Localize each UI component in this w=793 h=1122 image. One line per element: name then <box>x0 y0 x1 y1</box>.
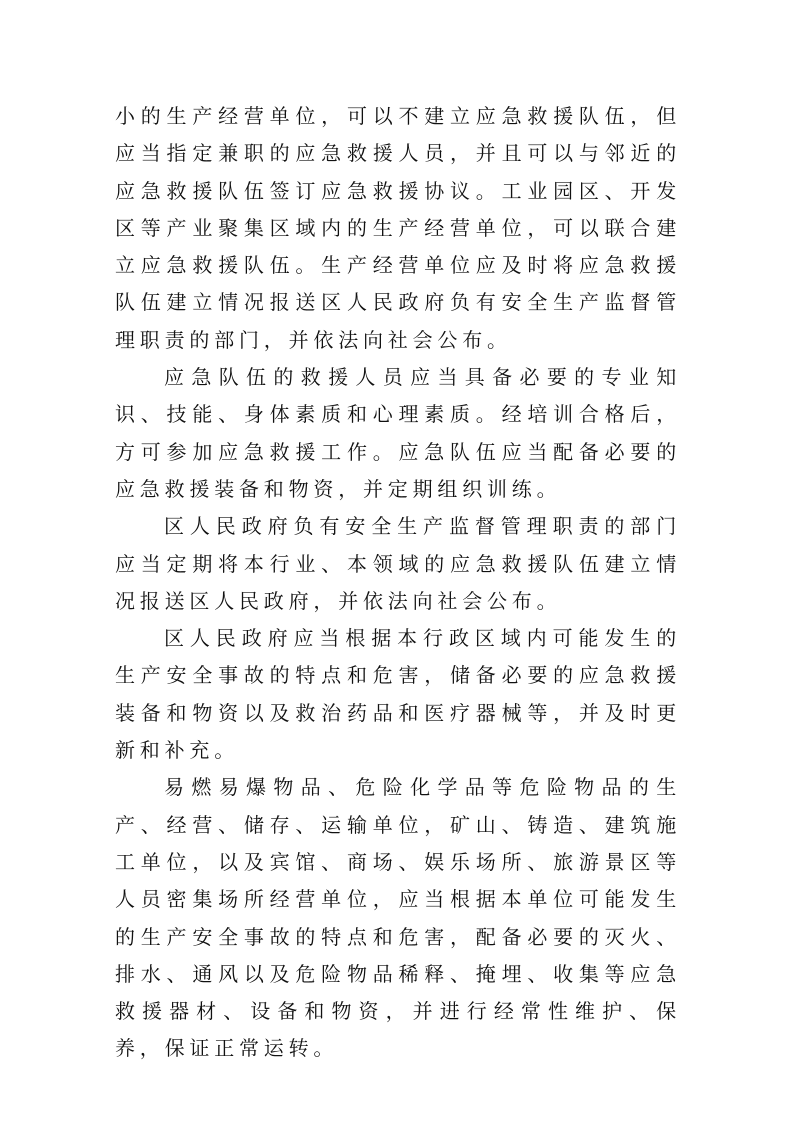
paragraph-4: 区人民政府应当根据本行政区域内可能发生的生产安全事故的特点和危害，储备必要的应急救援装备和物资以及救治药品和医疗器械等，并及时更新和补充。 <box>115 626 681 763</box>
document-page <box>115 98 681 1068</box>
paragraph-3: 区人民政府负有安全生产监督管理职责的部门应当定期将本行业、本领域的应急救援队伍建立情况报送区人民政府，并依法向社会公布。 <box>115 514 681 613</box>
paragraph-5: 易燃易爆物品、危险化学品等危险物品的生产、经营、储存、运输单位，矿山、铸造、建筑施工单位，以及宾馆、商场、娱乐场所、旅游景区等人员密集场所经营单位，应当根据本单位可能发生的生产安全事故的特点和危害，配备必要的灭火、排水、通风以及危险物品稀释、掩埋、收集等应急救援器材、设备和物资，并进行经常性维护、保养，保证正常运转。 <box>115 775 681 1061</box>
paragraph-1: 小的生产经营单位，可以不建立应急救援队伍，但应当指定兼职的应急救援人员，并且可以与邻近的应急救援队伍签订应急救援协议。工业园区、开发区等产业聚集区域内的生产经营单位，可以联合建立应急救援队伍。生产经营单位应及时将应急救援队伍建立情况报送区人民政府负有安全生产监督管理职责的部门，并依法向社会公布。 <box>115 104 681 352</box>
paragraph-2: 应急队伍的救援人员应当具备必要的专业知识、技能、身体素质和心理素质。经培训合格后，方可参加应急救援工作。应急队伍应当配备必要的应急救援装备和物资，并定期组织训练。 <box>115 365 681 501</box>
